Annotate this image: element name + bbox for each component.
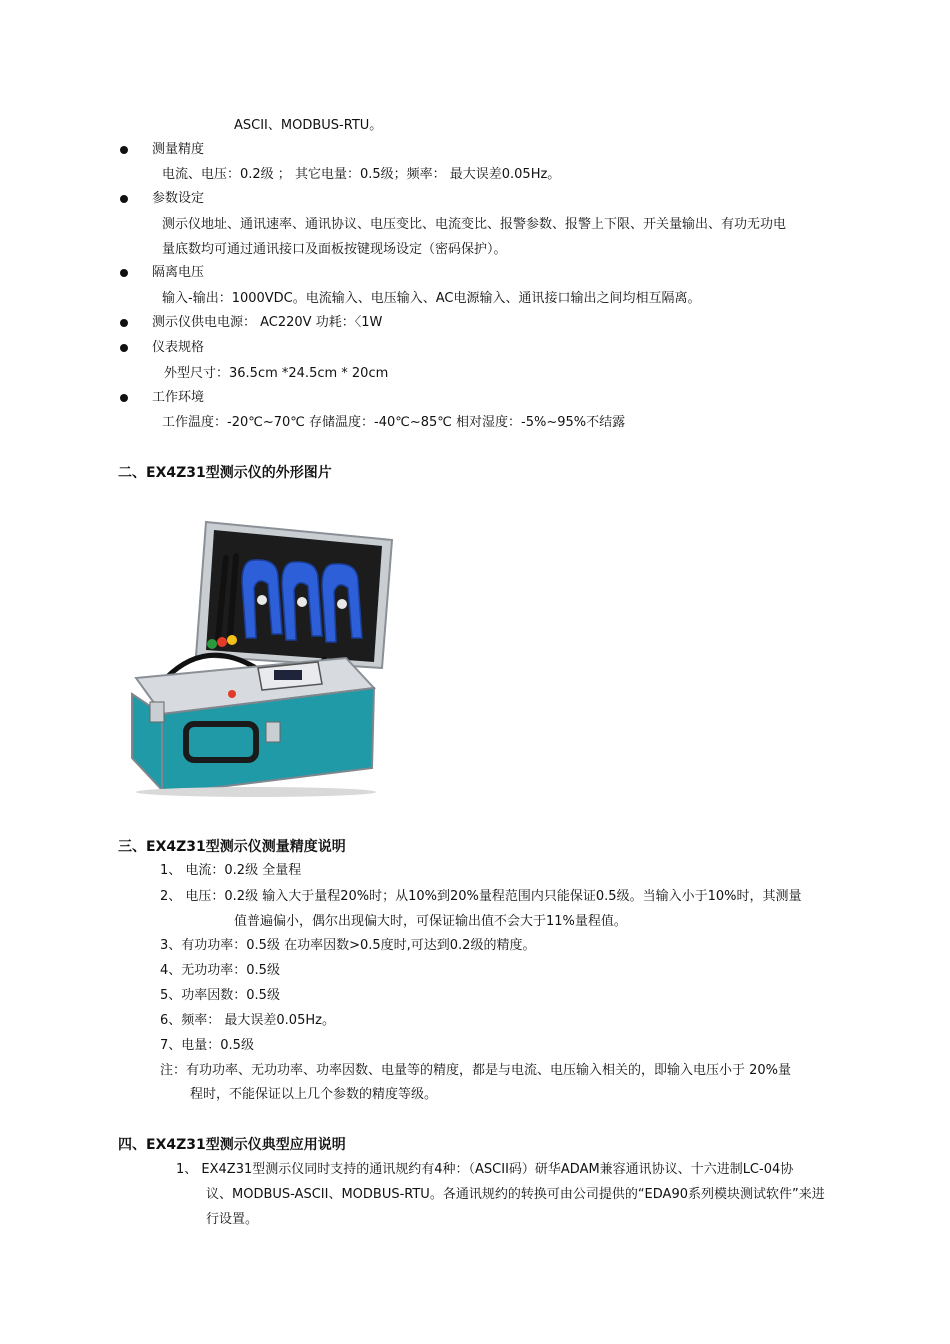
section4-item: 议、MODBUS-ASCII、MODBUS-RTU。各通讯规约的转换可由公司提供的“EDA90系列模块测试软件”来进 xyxy=(206,1187,825,1202)
bullet-icon xyxy=(120,344,128,352)
section3-heading: 三、EX4Z31型测示仪测量精度说明 xyxy=(118,839,346,855)
accuracy-text: 电流、电压：0.2级 ； 其它电量：0.5级；频率： 最大误差0.05Hz。 xyxy=(162,167,561,182)
isolation-title: 隔离电压 xyxy=(152,265,205,280)
section3-item: 值普遍偏小，偶尔出现偏大时，可保证输出值不会大于11%量程值。 xyxy=(234,914,627,929)
section3-item: 2、 电压：0.2级 输入大于量程20%时；从10%到20%量程范围内只能保证0.5级。当输入小于10%时，其测量 xyxy=(160,889,802,904)
section4-item: 1、 EX4Z31型测示仪同时支持的通讯规约有4种：（ASCII码）研华ADAM兼容通讯协议、十六进制LC-04协 xyxy=(176,1162,794,1177)
power-text: 测示仪供电电源： AC220V 功耗：〈1W xyxy=(152,315,383,330)
section3-item: 6、频率： 最大误差0.05Hz。 xyxy=(160,1013,335,1028)
size-text: 外型尺寸：36.5cm *24.5cm * 20cm xyxy=(164,366,389,381)
bullet-icon xyxy=(120,269,128,277)
section2-heading: 二、EX4Z31型测示仪的外形图片 xyxy=(118,465,332,481)
section3-item: 3、有功功率：0.5级 在功率因数>0.5度时,可达到0.2级的精度。 xyxy=(160,938,536,953)
section3-item: 1、 电流：0.2级 全量程 xyxy=(160,863,302,878)
bullet-icon xyxy=(120,319,128,327)
section3-note: 注：有功功率、无功功率、功率因数、电量等的精度，都是与电流、电压输入相关的，即输入电压小于 20%量 xyxy=(160,1063,792,1078)
section4-heading: 四、EX4Z31型测示仪典型应用说明 xyxy=(118,1137,346,1153)
env-title: 工作环境 xyxy=(152,390,205,405)
section3-item: 4、无功功率：0.5级 xyxy=(160,963,280,978)
section3-item: 7、电量：0.5级 xyxy=(160,1038,254,1053)
bullet-icon xyxy=(120,146,128,154)
env-text: 工作温度：-20℃~70℃ 存储温度：-40℃~85℃ 相对湿度：-5%~95%不结露 xyxy=(162,415,626,430)
bullet-icon xyxy=(120,195,128,203)
protocols-tail: ASCII、MODBUS-RTU。 xyxy=(234,118,383,133)
bullet-icon xyxy=(120,394,128,402)
section4-item: 行设置。 xyxy=(206,1212,259,1227)
accuracy-title: 测量精度 xyxy=(152,142,205,157)
params-text-1: 测示仪地址、通讯速率、通讯协议、电压变比、电流变比、报警参数、报警上下限、开关量输出、有功无功电 xyxy=(162,217,787,232)
section3-item: 5、功率因数：0.5级 xyxy=(160,988,280,1003)
isolation-text: 输入-输出：1000VDC。电流输入、电压输入、AC电源输入、通讯接口输出之间均相互隔离。 xyxy=(162,291,701,306)
size-title: 仪表规格 xyxy=(152,340,205,355)
params-title: 参数设定 xyxy=(152,191,205,206)
device-case-photo xyxy=(126,518,394,798)
params-text-2: 量底数均可通过通讯接口及面板按键现场设定（密码保护）。 xyxy=(162,242,507,257)
section3-note: 程时，不能保证以上几个参数的精度等级。 xyxy=(190,1087,438,1102)
